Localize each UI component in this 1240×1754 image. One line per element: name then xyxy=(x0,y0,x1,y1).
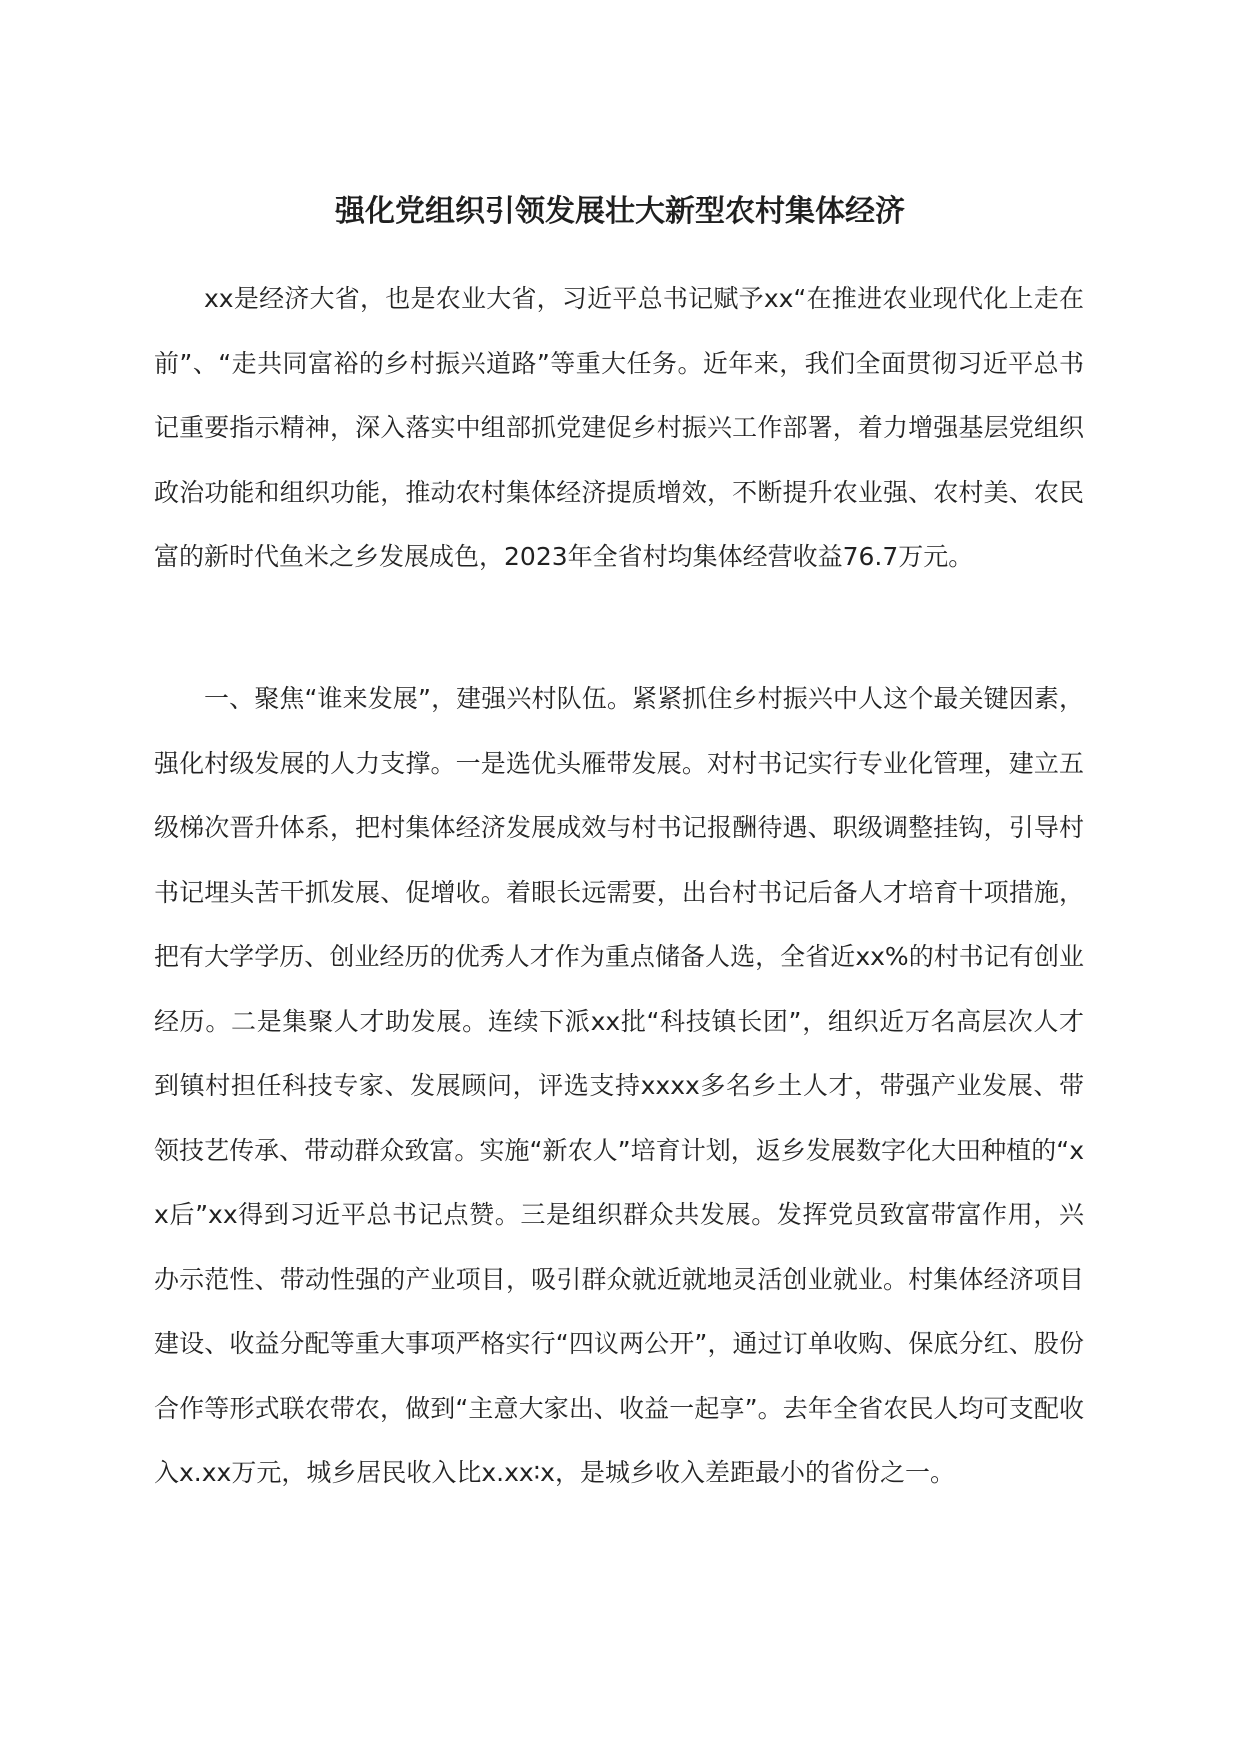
body-paragraph: xx是经济大省，也是农业大省，习近平总书记赋予xx“在推进农业现代化上走在前”、“走共同富裕的乡村振兴道路”等重大任务。近年来，我们全面贯彻习近平总书记重要指示精神，深入落实中组部抓党建促乡村振兴工作部署，着力增强基层党组织政治功能和组织功能，推动农村集体经济提质增效，不断提升农业强、农村美、农民富的新时代鱼米之乡发展成色，2023年全省村均集体经营收益76.7万元。 xyxy=(154,284,1084,571)
document-title: 强化党组织引领发展壮大新型农村集体经济 xyxy=(335,194,905,229)
body-paragraph: 一、聚焦“谁来发展”，建强兴村队伍。紧紧抓住乡村振兴中人这个最关键因素，强化村级发展的人力支撑。一是选优头雁带发展。对村书记实行专业化管理，建立五级梯次晋升体系，把村集体经济发展成效与村书记报酬待遇、职级调整挂钩，引导村书记埋头苦干抓发展、促增收。着眼长远需要，出台村书记后备人才培育十项措施，把有大学学历、创业经历的优秀人才作为重点储备人选，全省近xx%的村书记有创业经历。二是集聚人才助发展。连续下派xx批“科技镇长团”，组织近万名高层次人才到镇村担任科技专家、发展顾问，评选支持xxxx多名乡土人才，带强产业发展、带领技艺传承、带动群众致富。实施“新农人”培育计划，返乡发展数字化大田种植的“xx后”xx得到习近平总书记点赞。三是组织群众共发展。发挥党员致富带富作用，兴办示范性、带动性强的产业项目，吸引群众就近就地灵活创业就业。村集体经济项目建设、收益分配等重大事项严格实行“四议两公开”，通过订单收购、保底分红、股份合作等形式联农带农，做到“主意大家出、收益一起享”。去年全省农民人均可支配收入x.xx万元，城乡居民收入比x.xx∶x，是城乡收入差距最小的省份之一。 xyxy=(154,684,1084,1487)
